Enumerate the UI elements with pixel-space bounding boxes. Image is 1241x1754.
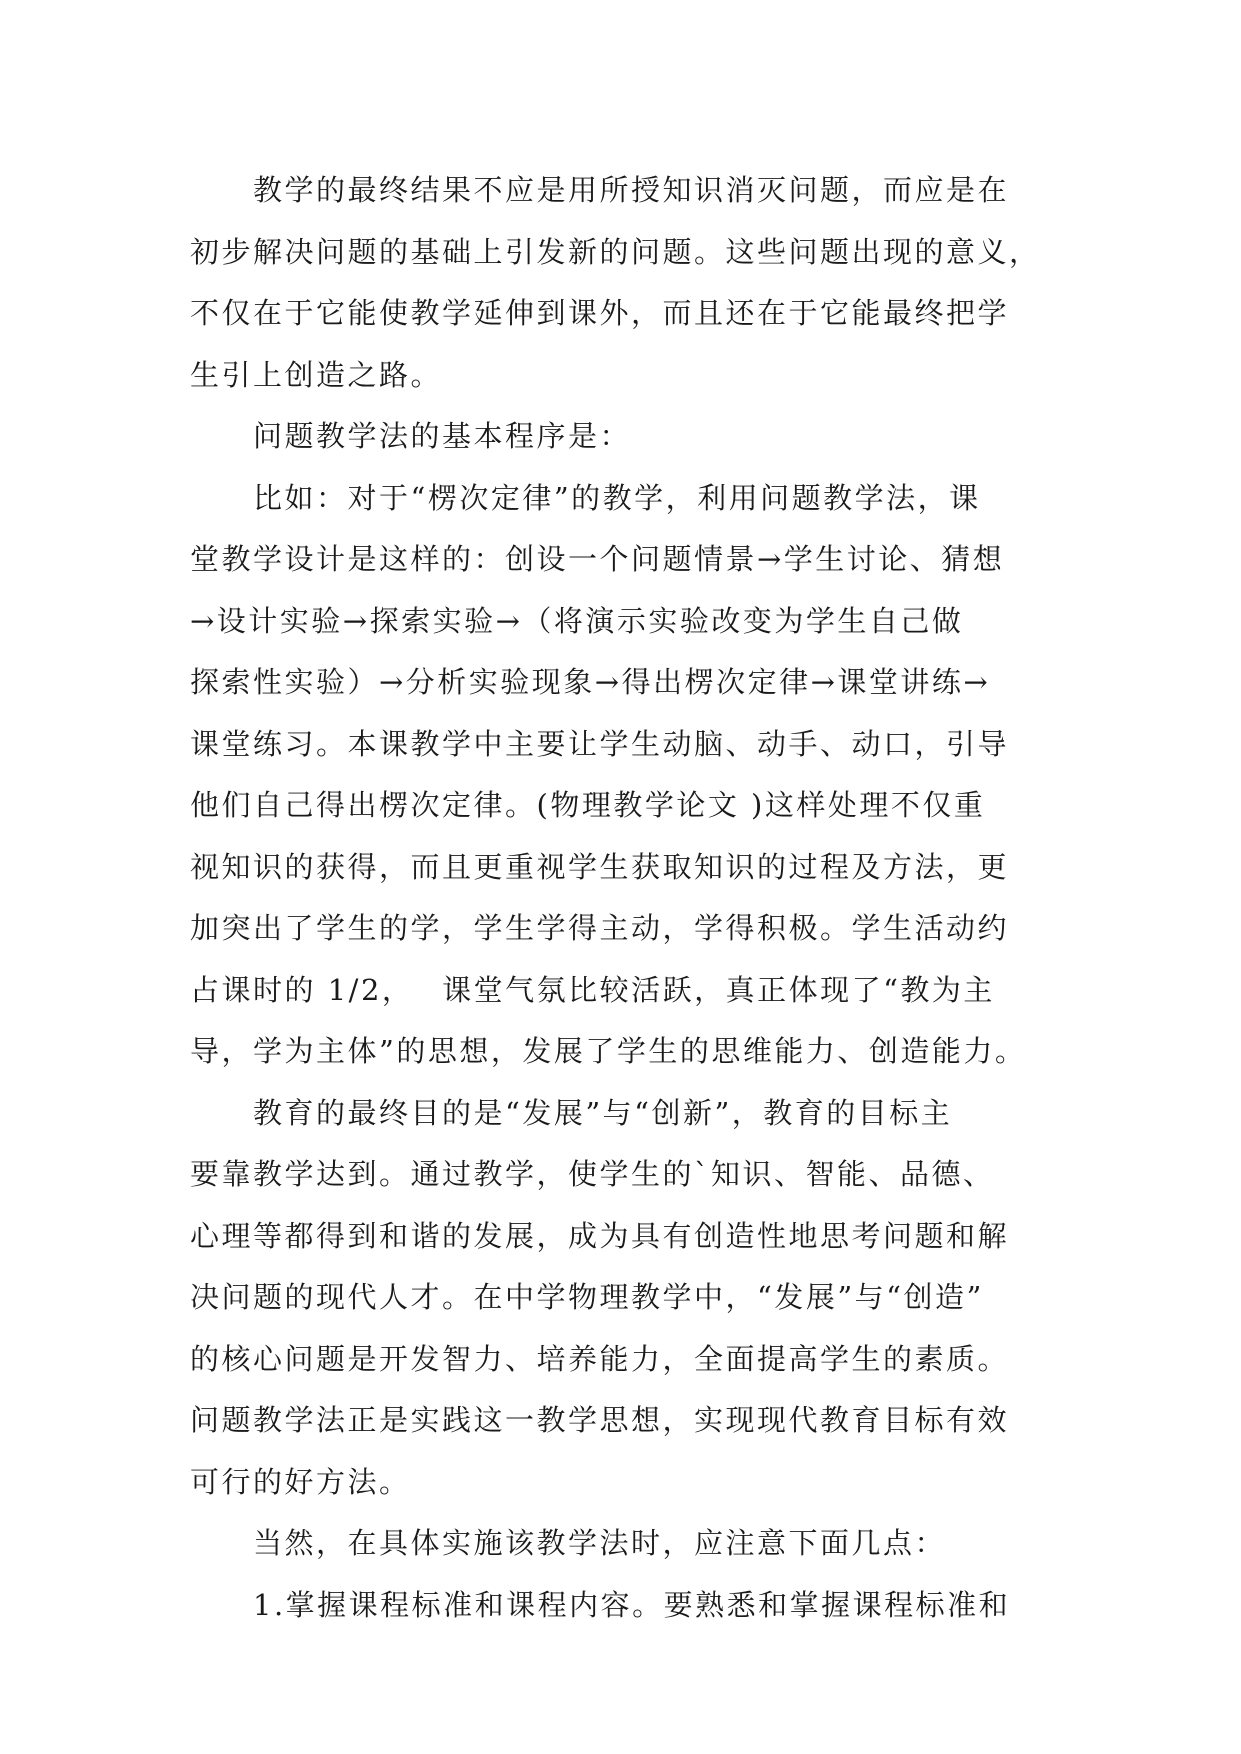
text-line: 教育的最终目的是“发展”与“创新”，教育的目标主 xyxy=(190,1095,953,1130)
text-line: 占课时的 1/2， 课堂气氛比较活跃，真正体现了“教为主 xyxy=(190,972,995,1007)
text-line: 当然，在具体实施该教学法时，应注意下面几点： xyxy=(190,1526,947,1560)
text-line: 要靠教学达到。通过教学，使学生的`知识、智能、品德、 xyxy=(190,1157,995,1191)
text-line: 课堂练习。本课教学中主要让学生动脑、动手、动口，引导 xyxy=(190,726,1010,761)
document-body xyxy=(190,160,1110,1636)
text-line: 导，学为主体”的思想，发展了学生的思维能力、创造能力。 xyxy=(190,1034,1027,1068)
text-line: 教学的最终结果不应是用所授知识消灭问题，而应是在 xyxy=(190,173,1010,207)
text-line: 问题教学法正是实践这一教学思想，实现现代教育目标有效 xyxy=(190,1403,1010,1437)
text-line: 决问题的现代人才。在中学物理教学中，“发展”与“创造” xyxy=(190,1280,984,1314)
text-line: 视知识的获得，而且更重视学生获取知识的过程及方法，更 xyxy=(190,849,1010,884)
text-line: 初步解决问题的基础上引发新的问题。这些问题出现的意义， xyxy=(190,234,1041,269)
text-line: 不仅在于它能使教学延伸到课外，而且还在于它能最终把学 xyxy=(190,296,1010,330)
text-line: 1.掌握课程标准和课程内容。要熟悉和掌握课程标准和 xyxy=(190,1587,1011,1622)
text-line: 比如：对于“楞次定律”的教学，利用问题教学法，课 xyxy=(190,480,981,515)
text-line: 加突出了学生的学，学生学得主动，学得积极。学生活动约 xyxy=(190,911,1010,945)
text-line: 他们自己得出楞次定律。(物理教学论文 )这样处理不仅重 xyxy=(190,788,986,822)
text-line: 探索性实验）→分析实验现象→得出楞次定律→课堂讲练→ xyxy=(190,665,991,699)
text-line: 心理等都得到和谐的发展，成为具有创造性地思考问题和解 xyxy=(190,1218,1010,1253)
text-line: 生引上创造之路。 xyxy=(190,357,443,392)
text-line: 的核心问题是开发智力、培养能力，全面提高学生的素质。 xyxy=(190,1341,1010,1376)
text-line: 可行的好方法。 xyxy=(190,1464,411,1499)
text-line: 堂教学设计是这样的：创设一个问题情景→学生讨论、猜想 xyxy=(190,542,1005,576)
text-line: →设计实验→探索实验→（将演示实验改变为学生自己做 xyxy=(190,603,964,638)
text-line: 问题教学法的基本程序是： xyxy=(190,419,632,453)
